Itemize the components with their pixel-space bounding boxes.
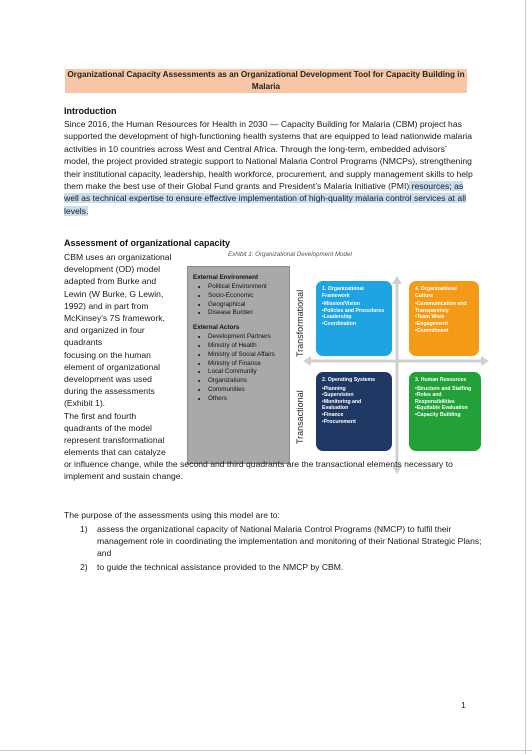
quadrant-item: •Planning <box>322 385 346 392</box>
quadrant-item: •Coordination <box>322 320 357 327</box>
quadrant-title: 2. Operating Systems <box>322 377 376 383</box>
quadrant-item: •Leadership <box>322 314 352 321</box>
assessment-continuation: or influence change, while the second and third quadrants are the transactional elements necessary to implement and sustain change. <box>64 459 453 482</box>
external-actors-list <box>188 333 289 403</box>
assessment-line: during the assessments <box>64 386 155 397</box>
quadrant-item: •Team Work <box>415 314 445 321</box>
quadrant-item: •Monitoring and Evaluation <box>322 398 362 412</box>
assessment-line: and organized in four <box>64 325 145 336</box>
quadrant-item: •Roles and Responsibilities <box>415 392 455 405</box>
list-item: • Communities <box>208 386 289 395</box>
document-title-text: Organizational Capacity Assessments as an Organizational Development Tool for Capacity Building in Malaria <box>67 70 465 91</box>
transactional-axis-label: Transactional <box>295 390 305 444</box>
quadrant-item: •Policies and Procedures <box>322 307 385 314</box>
list-item: • Political Environment <box>208 283 289 292</box>
purpose-item-number: 2) <box>80 562 88 572</box>
page-edge-bottom <box>0 750 532 751</box>
quadrant-item: •Structure and Staffing <box>415 385 472 392</box>
assessment-line: development was used <box>64 374 152 385</box>
exhibit-caption: Exhibit 1: Organizational Development Model <box>228 251 352 258</box>
assessment-line: adapted from Burke and <box>64 276 157 287</box>
quadrant-human-resources <box>409 372 481 451</box>
quadrant-item: •Equitable Evaluation <box>415 405 468 412</box>
document-title <box>65 69 467 93</box>
assessment-heading: Assessment of organizational capacity <box>64 238 231 248</box>
purpose-item-2 <box>80 561 485 573</box>
quadrant-title: 4. Organizational Culture <box>415 286 457 299</box>
quadrant-item: •Mission/Vision <box>322 301 361 308</box>
intro-paragraph <box>64 118 474 217</box>
quadrant-items <box>322 301 388 327</box>
quadrant-organizational-framework <box>316 281 392 356</box>
quadrant-item: •Supervision <box>322 392 354 399</box>
quadrant-items <box>415 386 477 419</box>
quadrant-item: •Communication and Transparency <box>415 301 467 314</box>
vertical-axis-arrow <box>392 276 402 474</box>
quadrant-items <box>415 301 475 334</box>
quadrant-operating-systems <box>316 372 392 451</box>
assessment-line: The first and fourth <box>64 410 137 421</box>
purpose-item-text: to guide the technical assistance provided to the NMCP by CBM. <box>97 562 344 572</box>
list-item: • Socio-Economic <box>208 292 289 301</box>
purpose-lead: The purpose of the assessments using this model are to: <box>64 510 280 520</box>
list-item: • Local Community <box>208 368 289 377</box>
list-item: • Others <box>208 395 289 404</box>
purpose-item-text: assess the organizational capacity of National Malaria Control Programs (NMCP) to fulfil their management role in coordinating the implementation and monitoring of their National Strategic Plans; and <box>97 524 482 559</box>
transformational-axis-label: Transformational <box>295 289 305 357</box>
list-item: • Disease Burden <box>208 309 289 318</box>
assessment-line: quadrants of the model <box>64 422 152 433</box>
quadrant-organizational-culture <box>409 281 479 356</box>
quadrant-title: 1. Organizational Framework <box>322 286 364 299</box>
quadrant-items <box>322 386 388 426</box>
external-actors-heading: External Actors <box>193 324 240 332</box>
external-environment-list <box>188 283 289 318</box>
assessment-line: CBM uses an organizational <box>64 252 172 262</box>
external-environment-heading: External Environment <box>193 274 259 281</box>
quadrant-item: •Engagement <box>415 320 448 327</box>
assessment-line: quadrants <box>64 337 103 348</box>
list-item: • Ministry of Finance <box>208 360 289 369</box>
quadrant-item: •Commitment <box>415 327 449 334</box>
intro-text: Since 2016, the Human Resources for Health in 2030 — Capacity Building for Malaria (CBM) project has supported the development of high-functioning health systems that are equipped to lead nationwide malaria activities in 10 countries across West and Central Africa. Through the long-term, embedded advisors’ model, the project provided strategic support to National Malaria Control Programs (NMCPs), strengthening their institutional capacity, leadership, health workforce, procurement, and supply management skills to help them make the best use of their Global Fund grants and President’s Malaria Initiative (PMI) <box>64 119 473 192</box>
assessment-line: Lewin (W Burke, G Lewin, <box>64 288 164 299</box>
assessment-line: focusing on the human <box>64 349 151 360</box>
quadrant-title: 3. Human Resources <box>415 377 467 383</box>
list-item: • Ministry of Social Affairs <box>208 351 289 360</box>
purpose-item-number: 1) <box>80 524 88 534</box>
list-item: • Development Partners <box>208 333 289 342</box>
intro-highlighted-text: resources; as well as technical expertise to ensure effective implementation of high-quality malaria control services at all levels. <box>64 181 467 216</box>
horizontal-axis-arrow <box>303 356 489 366</box>
assessment-line: McKinsey's 7S framework, <box>64 313 165 324</box>
assessment-left-column <box>64 251 188 458</box>
external-environment-box <box>187 266 290 464</box>
list-item: • Geographical <box>208 301 289 310</box>
quadrant-item: •Finance <box>322 411 344 418</box>
quadrant-item: •Capacity Building <box>415 411 461 418</box>
assessment-line: development (OD) model <box>64 264 161 275</box>
assessment-line: element of organizational <box>64 361 161 372</box>
page-number: 1 <box>461 700 466 710</box>
intro-heading: Introduction <box>64 106 117 116</box>
assessment-line: elements that can catalyze <box>64 447 166 458</box>
list-item: • Organizations <box>208 377 289 386</box>
assessment-line: (Exhibit 1). <box>64 398 106 409</box>
list-item: • Ministry of Health <box>208 342 289 351</box>
quadrant-item: •Procurement <box>322 418 356 425</box>
assessment-line: represent transformational <box>64 435 165 446</box>
purpose-item-1 <box>80 523 485 560</box>
assessment-line: 1992) and in part from <box>64 300 149 311</box>
page-edge-right <box>525 0 526 754</box>
